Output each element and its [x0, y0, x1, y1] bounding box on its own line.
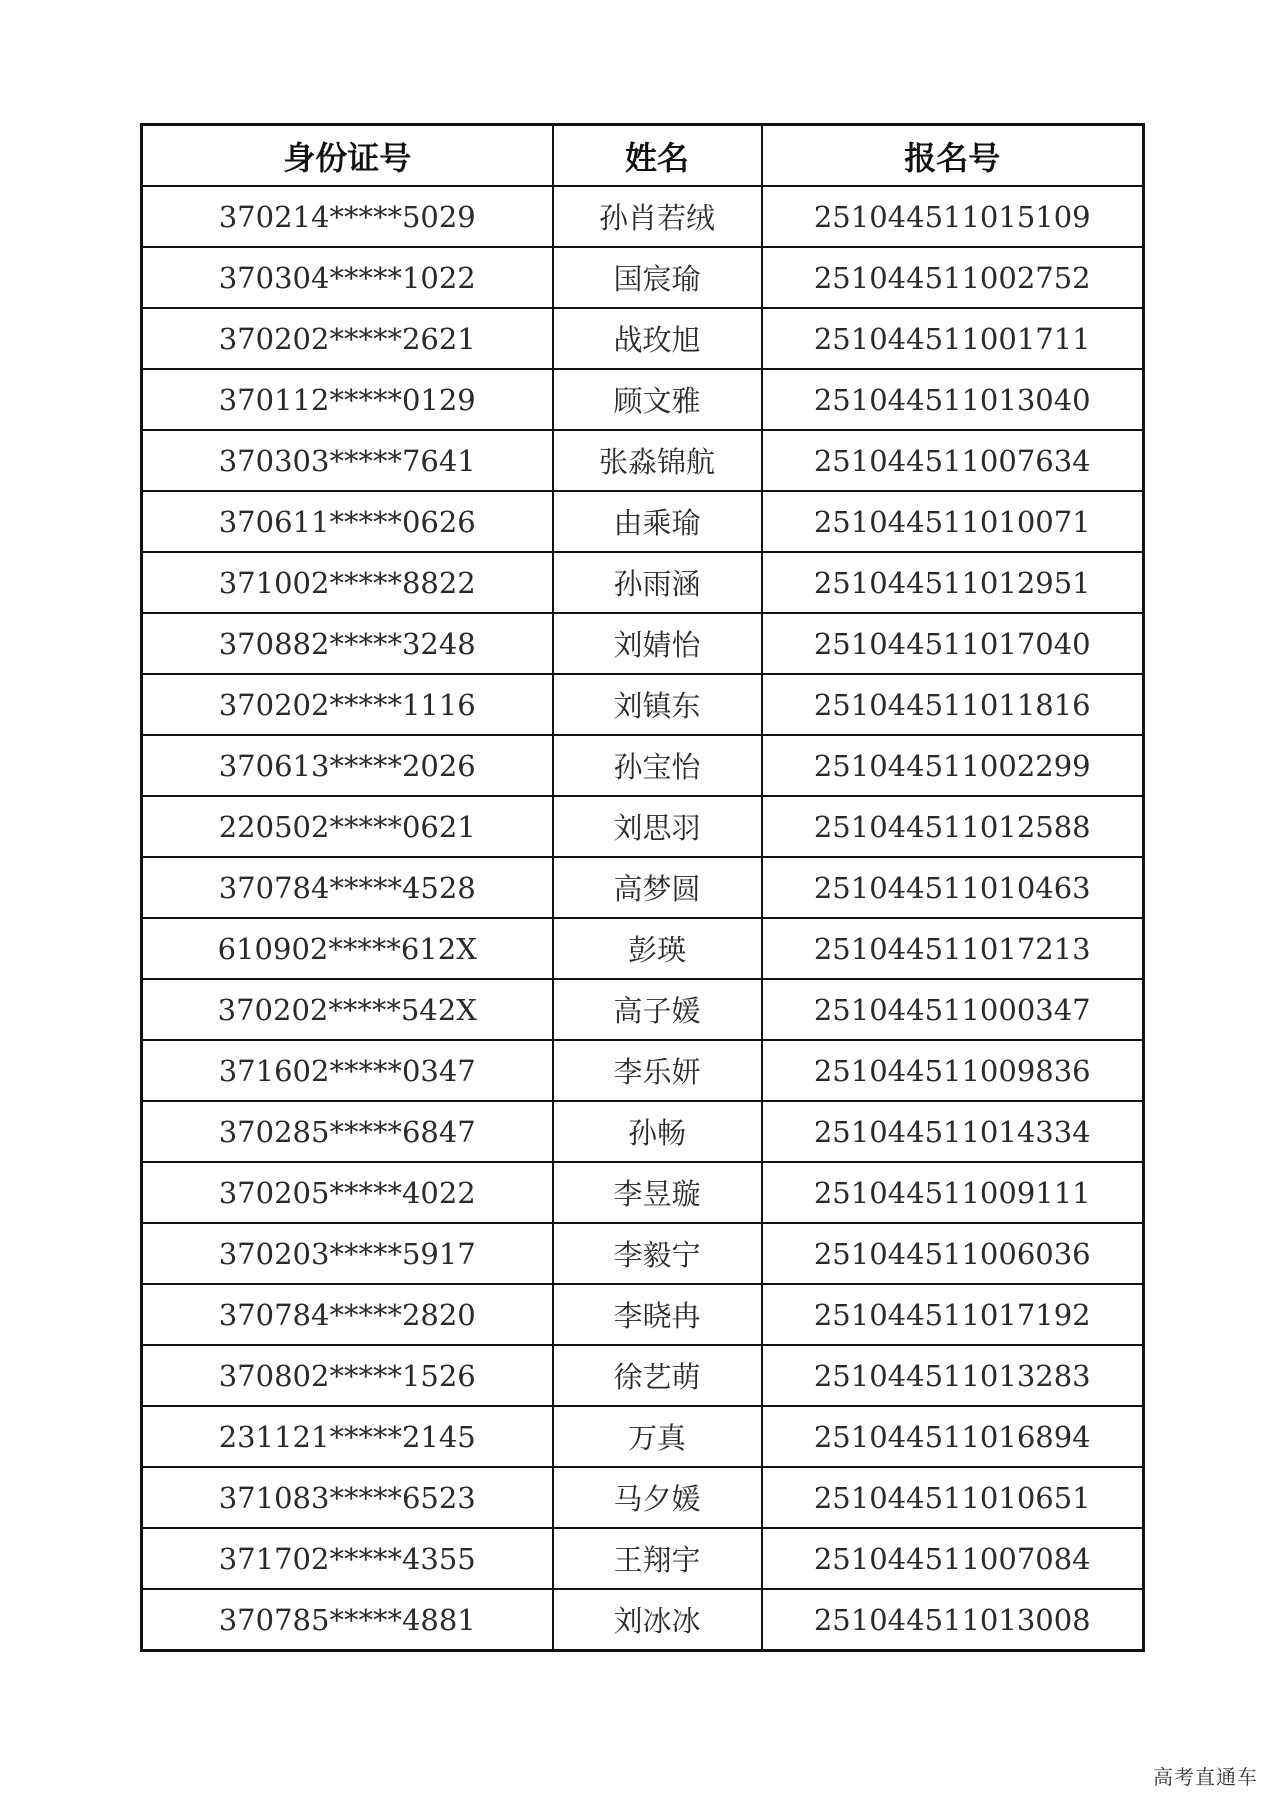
registration-number-cell: 251044511017213: [762, 918, 1144, 979]
registration-number-cell: 251044511010463: [762, 857, 1144, 918]
registration-number-cell: 251044511014334: [762, 1101, 1144, 1162]
registration-number-cell: 251044511002299: [762, 735, 1144, 796]
registration-number-cell: 251044511007084: [762, 1528, 1144, 1589]
registration-number-cell: 251044511006036: [762, 1223, 1144, 1284]
registration-number-cell: 251044511015109: [762, 186, 1144, 247]
table-row: [142, 552, 1144, 613]
id-number-cell: 371083*****6523: [142, 1467, 553, 1528]
registration-number-cell: 251044511002752: [762, 247, 1144, 308]
registration-number-cell: 251044511017040: [762, 613, 1144, 674]
table-row: [142, 308, 1144, 369]
admission-roster-table: [140, 123, 1145, 1652]
table-row: [142, 1040, 1144, 1101]
table-row: [142, 247, 1144, 308]
registration-number-cell: 251044511011816: [762, 674, 1144, 735]
table-row: [142, 1406, 1144, 1467]
name-cell: 孙宝怡: [553, 735, 762, 796]
id-number-cell: 370613*****2026: [142, 735, 553, 796]
registration-number-cell: 251044511012588: [762, 796, 1144, 857]
table-row: [142, 796, 1144, 857]
watermark-text: 高考直通车: [1153, 1765, 1258, 1789]
id-number-cell: 370112*****0129: [142, 369, 553, 430]
name-cell: 刘思羽: [553, 796, 762, 857]
name-cell: 徐艺萌: [553, 1345, 762, 1406]
table-row: [142, 186, 1144, 247]
id-number-cell: 370202*****542X: [142, 979, 553, 1040]
header-registration-number: 报名号: [762, 125, 1144, 187]
id-number-cell: 370205*****4022: [142, 1162, 553, 1223]
id-number-cell: 370802*****1526: [142, 1345, 553, 1406]
id-number-cell: 370882*****3248: [142, 613, 553, 674]
registration-number-cell: 251044511010071: [762, 491, 1144, 552]
name-cell: 国宸瑜: [553, 247, 762, 308]
table-row: [142, 1528, 1144, 1589]
name-cell: 由乘瑜: [553, 491, 762, 552]
table-row: [142, 979, 1144, 1040]
name-cell: 李昱璇: [553, 1162, 762, 1223]
registration-number-cell: 251044511000347: [762, 979, 1144, 1040]
registration-number-cell: 251044511007634: [762, 430, 1144, 491]
registration-number-cell: 251044511017192: [762, 1284, 1144, 1345]
name-cell: 王翔宇: [553, 1528, 762, 1589]
table-header: [142, 125, 1144, 187]
id-number-cell: 610902*****612X: [142, 918, 553, 979]
id-number-cell: 370202*****1116: [142, 674, 553, 735]
id-number-cell: 370285*****6847: [142, 1101, 553, 1162]
id-number-cell: 370304*****1022: [142, 247, 553, 308]
header-id-number: 身份证号: [142, 125, 553, 187]
name-cell: 李毅宁: [553, 1223, 762, 1284]
table-row: [142, 491, 1144, 552]
name-cell: 张淼锦航: [553, 430, 762, 491]
table-row: [142, 1589, 1144, 1651]
table-row: [142, 1101, 1144, 1162]
name-cell: 刘婧怡: [553, 613, 762, 674]
id-number-cell: 370202*****2621: [142, 308, 553, 369]
table-row: [142, 674, 1144, 735]
id-number-cell: 370303*****7641: [142, 430, 553, 491]
name-cell: 彭瑛: [553, 918, 762, 979]
name-cell: 高子媛: [553, 979, 762, 1040]
registration-number-cell: 251044511001711: [762, 308, 1144, 369]
name-cell: 孙雨涵: [553, 552, 762, 613]
registration-number-cell: 251044511013040: [762, 369, 1144, 430]
name-cell: 战玫旭: [553, 308, 762, 369]
id-number-cell: 371702*****4355: [142, 1528, 553, 1589]
registration-number-cell: 251044511012951: [762, 552, 1144, 613]
registration-number-cell: 251044511010651: [762, 1467, 1144, 1528]
id-number-cell: 371602*****0347: [142, 1040, 553, 1101]
id-number-cell: 370203*****5917: [142, 1223, 553, 1284]
name-cell: 李乐妍: [553, 1040, 762, 1101]
table-row: [142, 735, 1144, 796]
table-body: [142, 186, 1144, 1651]
name-cell: 孙肖若绒: [553, 186, 762, 247]
registration-number-cell: 251044511013283: [762, 1345, 1144, 1406]
registration-number-cell: 251044511009111: [762, 1162, 1144, 1223]
table-row: [142, 1345, 1144, 1406]
name-cell: 高梦圆: [553, 857, 762, 918]
name-cell: 李晓冉: [553, 1284, 762, 1345]
header-row: [142, 125, 1144, 187]
header-name: 姓名: [553, 125, 762, 187]
table-row: [142, 369, 1144, 430]
id-number-cell: 231121*****2145: [142, 1406, 553, 1467]
registration-number-cell: 251044511016894: [762, 1406, 1144, 1467]
table-row: [142, 1284, 1144, 1345]
table-row: [142, 857, 1144, 918]
name-cell: 刘镇东: [553, 674, 762, 735]
id-number-cell: 370784*****2820: [142, 1284, 553, 1345]
table-row: [142, 1467, 1144, 1528]
id-number-cell: 370214*****5029: [142, 186, 553, 247]
table-row: [142, 1223, 1144, 1284]
id-number-cell: 370611*****0626: [142, 491, 553, 552]
name-cell: 顾文雅: [553, 369, 762, 430]
id-number-cell: 370785*****4881: [142, 1589, 553, 1651]
table-row: [142, 613, 1144, 674]
table-row: [142, 1162, 1144, 1223]
registration-number-cell: 251044511013008: [762, 1589, 1144, 1651]
name-cell: 万真: [553, 1406, 762, 1467]
name-cell: 马夕媛: [553, 1467, 762, 1528]
id-number-cell: 370784*****4528: [142, 857, 553, 918]
id-number-cell: 220502*****0621: [142, 796, 553, 857]
name-cell: 孙畅: [553, 1101, 762, 1162]
name-cell: 刘冰冰: [553, 1589, 762, 1651]
table-row: [142, 430, 1144, 491]
id-number-cell: 371002*****8822: [142, 552, 553, 613]
registration-number-cell: 251044511009836: [762, 1040, 1144, 1101]
table-row: [142, 918, 1144, 979]
